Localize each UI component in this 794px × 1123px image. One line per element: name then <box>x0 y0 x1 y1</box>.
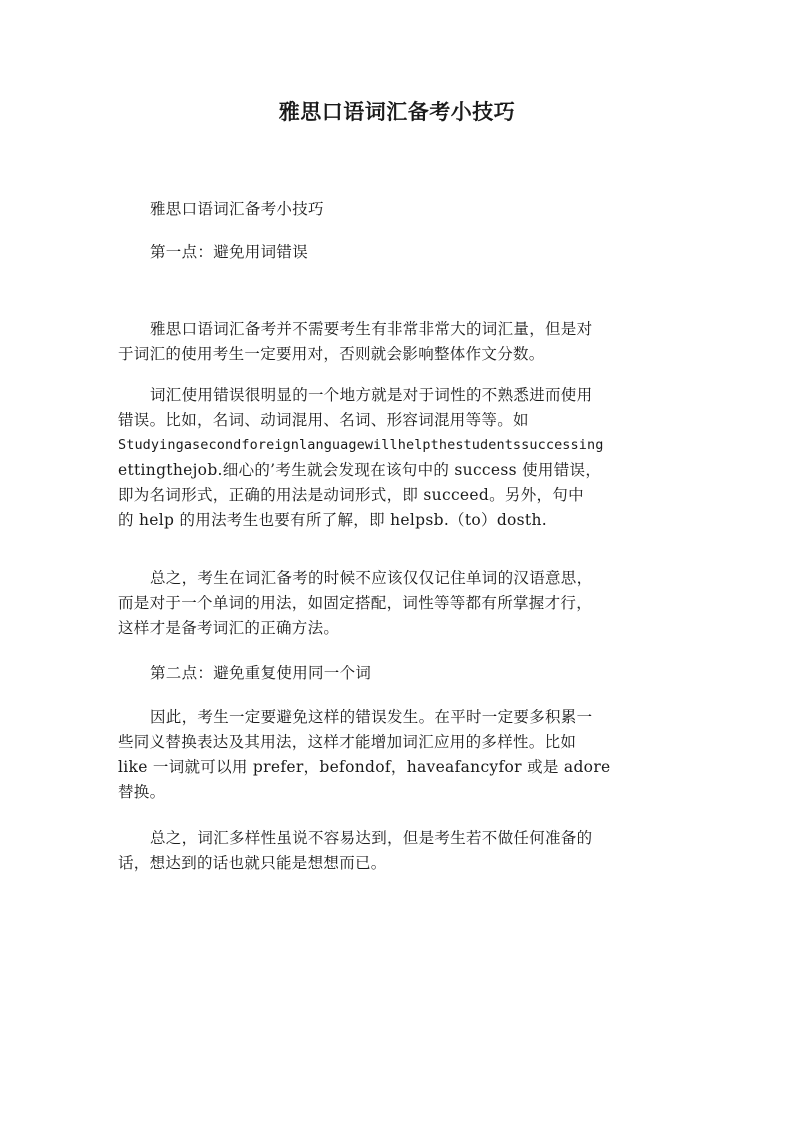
paragraph-3-line: 总之，考生在词汇备考的时候不应该仅仅记住单词的汉语意思， <box>150 569 593 587</box>
document-title: 雅思口语词汇备考小技巧 <box>278 99 516 124</box>
paragraph-2-line: Studyingasecondforeignlanguagewillhelpthestudentssuccessing <box>118 437 604 453</box>
paragraph-2-line: 词汇使用错误很明显的一个地方就是对于词性的不熟悉进而使用 <box>150 386 593 404</box>
paragraph-4-line: like 一词就可以用 prefer，befondof，haveafancyfor 或是 adore <box>118 758 611 776</box>
paragraph-3 <box>118 566 678 641</box>
paragraph-4 <box>118 705 678 805</box>
paragraph-4-line: 因此，考生一定要避免这样的错误发生。在平时一定要多积累一 <box>150 708 593 726</box>
paragraph-2-line: ettingthejob.细心的’考生就会发现在该句中的 success 使用错误， <box>118 461 602 479</box>
paragraph-5 <box>118 826 678 876</box>
paragraph-4-line: 替换。 <box>118 783 166 801</box>
paragraph-2-line: 错误。比如，名词、动词混用、名词、形容词混用等等。如 <box>118 411 529 429</box>
paragraph-2-line: 即为名词形式，正确的用法是动词形式，即 succeed。另外，句中 <box>118 486 584 504</box>
paragraph-3-line: 而是对于一个单词的用法，如固定搭配，词性等等都有所掌握才行， <box>118 594 593 612</box>
paragraph-5-line: 话，想达到的话也就只能是想想而已。 <box>118 854 387 872</box>
document-subtitle <box>118 197 678 222</box>
subtitle-text: 雅思口语词汇备考小技巧 <box>150 200 324 218</box>
paragraph-2-line: 的 help 的用法考生也要有所了解，即 helpsb.（to）dosth. <box>118 511 547 529</box>
paragraph-1-line: 于词汇的使用考生一定要用对，否则就会影响整体作文分数。 <box>118 345 545 363</box>
paragraph-1-line: 雅思口语词汇备考并不需要考生有非常非常大的词汇量，但是对 <box>150 320 593 338</box>
point-two-heading-text: 第二点：避免重复使用同一个词 <box>150 664 372 682</box>
point-two-heading <box>118 661 678 686</box>
paragraph-2 <box>118 383 678 533</box>
point-one-heading-text: 第一点：避免用词错误 <box>150 243 309 261</box>
paragraph-4-line: 些同义替换表达及其用法，这样才能增加词汇应用的多样性。比如 <box>118 733 577 751</box>
paragraph-3-line: 这样才是备考词汇的正确方法。 <box>118 619 340 637</box>
paragraph-5-line: 总之，词汇多样性虽说不容易达到，但是考生若不做任何准备的 <box>150 829 593 847</box>
paragraph-1 <box>118 317 678 367</box>
point-one-heading <box>118 240 678 265</box>
